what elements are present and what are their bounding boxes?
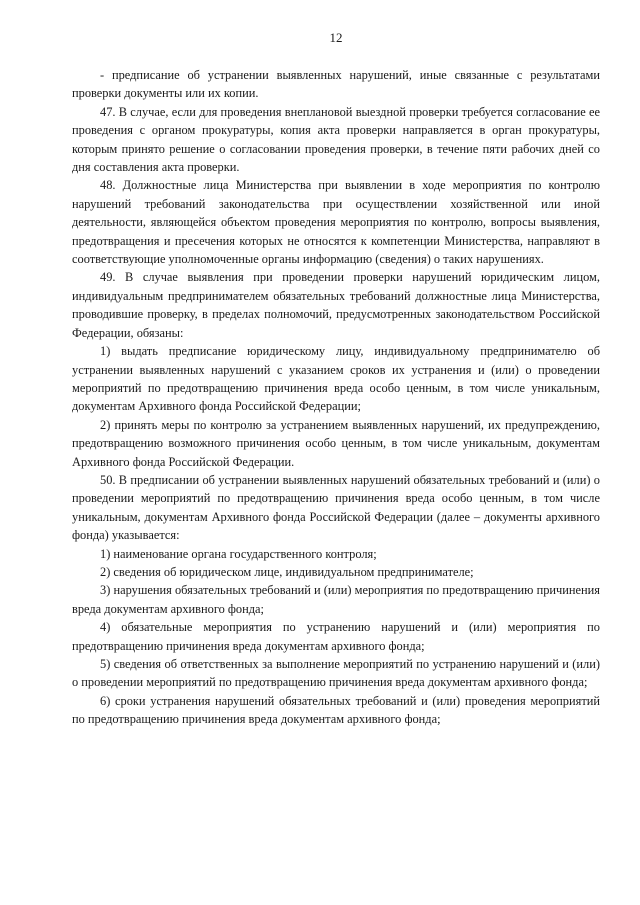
paragraph-50-item-4: 4) обязательные мероприятия по устранению нарушений и (или) мероприятия по предотвращению причинения вреда документам архивного фонда; [72, 620, 600, 653]
paragraph-50-item-1: 1) наименование органа государственного контроля; [100, 546, 377, 561]
paragraph-50-item-6: 6) сроки устранения нарушений обязательных требований и (или) проведения мероприятий по предотвращению причинения вреда документам архивного фонда; [72, 693, 600, 727]
paragraph-47: 47. В случае, если для проведения внеплановой выездной проверки требуется согласование ее проведения с органом прокуратуры, копия акта проверки направляется в орган прокуратуры, которым принято решение о согласовании проведения проверки, в течение пяти рабочих дней со дня составления акта проверки. [72, 104, 600, 175]
paragraph-48: 48. Должностные лица Министерства при выявлении в ходе мероприятия по контролю нарушений требований законодательства при осуществлении хозяйственной или иной деятельности, являющейся объектом проведения мероприятия по контролю, вопросы выявления, предотвращения и пресечения которых не относятся к компетенции Министерства, направляют в соответствующие уполномоченные органы информацию (сведения) о таких нарушениях. [72, 178, 600, 267]
paragraph-49: 49. В случае выявления при проведении проверки нарушений юридическим лицом, индивидуальным предпринимателем обязательных требований должностные лица Министерства, проводившие проверку, в пределах полномочий, предусмотренных законодательством Российской Федерации, обязаны: [72, 270, 600, 340]
paragraph-50-item-3: 3) нарушения обязательных требований и (или) мероприятия по предотвращению причинения вреда документам архивного фонда; [72, 583, 600, 616]
paragraph-prescription-item: - предписание об устранении выявленных нарушений, иные связанные с результатами проверки документы или их копии. [72, 68, 600, 101]
paragraph-50-item-2: 2) сведения об юридическом лице, индивидуальном предпринимателе; [100, 564, 474, 579]
page-number: 12 [329, 30, 343, 45]
paragraph-49-item-1: 1) выдать предписание юридическому лицу, индивидуальному предпринимателю об устранении выявленных нарушений с указанием сроков их устранения и (или) о проведении мероприятий по предотвращению причинения вреда особо ценным, в том числе уникальным, документам Архивного фонда Российской Федерации; [72, 344, 600, 414]
paragraph-50-item-5: 5) сведения об ответственных за выполнение мероприятий по устранению нарушений и (или) о проведении мероприятий по предотвращению причинения вреда документам архивного фонда; [72, 657, 600, 690]
paragraph-49-item-2: 2) принять меры по контролю за устранением выявленных нарушений, их предупреждению, предотвращению возможного причинения особо ценным, в том числе уникальным, документам Архивного фонда Российской Федерации. [72, 417, 600, 469]
paragraph-50: 50. В предписании об устранении выявленных нарушений обязательных требований и (или) о проведении мероприятий по предотвращению причинения вреда особо ценным, в том числе уникальным, документам Архивного фонда Российской Федерации (далее – документы архивного фонда) указывается: [72, 472, 600, 543]
